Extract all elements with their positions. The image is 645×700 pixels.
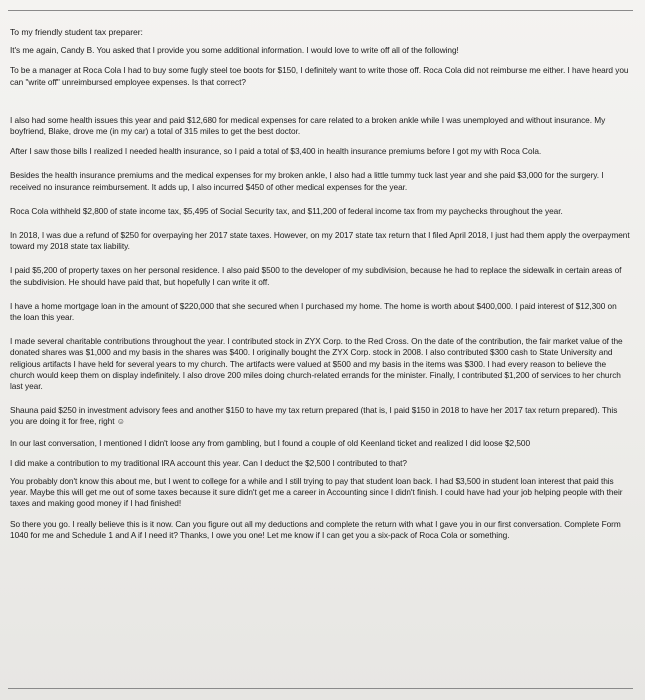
- paragraph-closing: So there you go. I really believe this is it now. Can you figure out all my deductions and complete the return with what I gave you in our first conversation. Complete Form 1040 for me and Schedule 1 and A if I need it? Thanks, I owe you one! Let me know if I can get you a six-pack of Roca Cola or something.: [10, 518, 621, 540]
- paragraph-boots: To be a manager at Roca Cola I had to buy some fugly steel toe boots for $150, I definitely want to write those off. Roca Cola did not reimburse me either. I have heard you can "write off" unreimbursed employee expenses. Is that correct?: [10, 65, 629, 87]
- paragraph-charity: I made several charitable contributions throughout the year. I contributed stock in ZYX Corp. to the Red Cross. On the date of the contribution, the fair market value of the donated shares was $1,000 and my basis in the shares was $400. I originally bought the ZYX Corp. stock in 2008. I also contributed $300 cash to State University and religious artifacts I have held for several years to my church. The artifacts were valued at $500 and my basis in the items was $300. I had every reason to believe the church would keep them on display indefinitely. I also drove 200 miles doing church-related errands for the minister. Finally, I contributed $1,200 of services to her church last year.: [10, 336, 623, 392]
- paragraph-gambling: In our last conversation, I mentioned I didn't loose any from gambling, but I found a couple of old Keenland ticket and realized I did loose $2,500: [10, 437, 531, 448]
- paragraph-medical: I also had some health issues this year and paid $12,680 for medical expenses for care related to a broken ankle while I was unemployed and without insurance. My boyfriend, Blake, drove me (in my car) a total of 315 miles to get the best doctor.: [10, 114, 606, 137]
- paragraph-student-loan: You probably don't know this about me, but I went to college for a while and I still trying to pay that student loan back. I had $3,500 in student loan interest that paid this year. Maybe this will get me out of some taxes because it sure didn't get me a career in Accounting since I didn't finish. I could have had your job helping people with their taxes and making good money if I had finished!: [10, 476, 623, 509]
- letter-body: [10, 27, 630, 550]
- paragraph-fees: Shauna paid $250 in investment advisory fees and another $150 to have my tax return prepared (that is, I paid $150 in 2018 to have her 2017 tax return prepared). This you are doing it for free, right ☺: [10, 405, 618, 427]
- paragraph-withholding: Roca Cola withheld $2,800 of state income tax, $5,495 of Social Security tax, and $11,200 of federal income tax from my paychecks throughout the year.: [10, 205, 563, 216]
- bottom-divider: [8, 688, 633, 689]
- paragraph-state-refund: In 2018, I was due a refund of $250 for overpaying her 2017 state taxes. However, on my 2017 state tax return that I filed April 2018, I just had them apply the overpayment toward my 2018 state tax liability.: [10, 230, 630, 252]
- paragraph-mortgage: I have a home mortgage loan in the amount of $220,000 that she secured when I purchased my home. The home is worth about $400,000. I paid interest of $12,300 on the loan this year.: [10, 300, 617, 323]
- paragraph-ira: I did make a contribution to my traditional IRA account this year. Can I deduct the $2,500 I contributed to that?: [10, 457, 407, 468]
- paragraph-tummy-tuck: Besides the health insurance premiums and the medical expenses for my broken ankle, I also had a little tummy tuck last year and she paid $3,000 for the surgery. I received no insurance reimbursement. It adds up, I also incurred $450 of other medical expenses for the year.: [10, 170, 604, 192]
- greeting: To my friendly student tax preparer:: [10, 27, 143, 37]
- paragraph-intro: It's me again, Candy B. You asked that I provide you some additional information. I would love to write off all of the following!: [10, 45, 459, 56]
- top-divider: [8, 10, 633, 11]
- paragraph-property-tax: I paid $5,200 of property taxes on her personal residence. I also paid $500 to the developer of my subdivision, because he had to replace the sidewalk in certain areas of the subdivision. He should have paid that, but hopefully I can write it off.: [10, 265, 622, 287]
- paragraph-insurance: After I saw those bills I realized I needed health insurance, so I paid a total of $3,400 in health insurance premiums before I got my with Roca Cola.: [10, 146, 542, 157]
